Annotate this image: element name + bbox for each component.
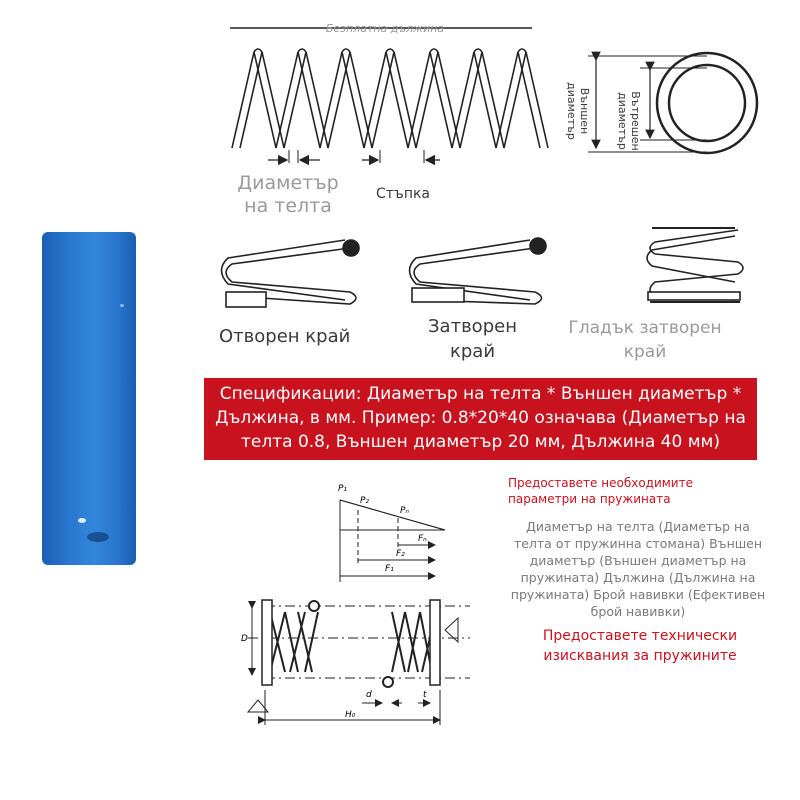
label-p2: P₂ <box>360 496 370 506</box>
spring-coil-crest <box>518 49 526 52</box>
label-h0: H₀ <box>345 710 356 720</box>
closed-end-spring <box>410 238 547 304</box>
wire-diameter-label-line2: на телта <box>244 195 332 217</box>
label-fn: Fₙ <box>418 534 427 544</box>
closed-end-label-line2: край <box>449 341 496 362</box>
open-end-label <box>219 326 350 347</box>
ground-closed-end-spring <box>647 228 743 302</box>
specification-banner: Спецификации: Диаметър на телта * Външен диаметър * Дължина, в мм. Пример: 0.8*20*40 означава (Диаметър на телта 0.8, Външен диаметър 20 мм, Дължина 40 мм) <box>204 378 757 460</box>
label-f2: F₂ <box>396 549 405 559</box>
spring-coil-crest <box>430 49 438 52</box>
ground-end-label <box>560 316 730 364</box>
label-t: t <box>423 690 427 700</box>
spring-coil-crest <box>298 49 306 52</box>
spring-end-view <box>588 53 757 153</box>
provide-tech-title: Предоставете технически изисквания за пружините <box>542 628 738 664</box>
spring-coil-crest <box>386 49 394 52</box>
label-pn: Pₙ <box>400 506 410 516</box>
label-f1: F₁ <box>385 564 394 574</box>
inner-diameter-label: Вътрешен диаметър <box>616 91 642 151</box>
ground-end-label-line2: край <box>623 342 667 362</box>
open-end-spring <box>222 240 360 307</box>
wire-diameter-label-line1: Диаметър <box>237 172 339 194</box>
wire-diameter-label <box>228 172 348 218</box>
params-description: Диаметър на телта (Диаметър на телта от пружинна стомана) Външен диаметър (Външен диаметър на пружината) Дължина (Дължина на пружината) Брой навивки (Ефективен брой навивки) <box>510 519 766 619</box>
label-p1: P₁ <box>338 484 348 494</box>
spring-coil-crest <box>474 49 482 52</box>
ground-end-label-line1: Гладък затворен <box>568 318 722 338</box>
pitch-label: Стъпка <box>376 186 431 202</box>
closed-end-label <box>415 314 530 364</box>
free-length-label: Безплатна дължина <box>325 22 445 35</box>
provide-params-title: Предоставете необходимите параметри на пружината <box>508 476 693 506</box>
closed-end-label-line1: Затворен <box>428 316 517 337</box>
label-d-outer: D <box>241 634 248 644</box>
spring-coil-crest <box>254 49 262 52</box>
spring-coil-crest <box>342 49 350 52</box>
outer-diameter-label: Външен диаметър <box>565 82 591 140</box>
spring-technical-drawing <box>248 600 470 725</box>
compression-spring-side-view <box>230 28 548 163</box>
label-d-wire: d <box>366 690 372 700</box>
open-end-label-text: Отворен край <box>219 326 351 347</box>
